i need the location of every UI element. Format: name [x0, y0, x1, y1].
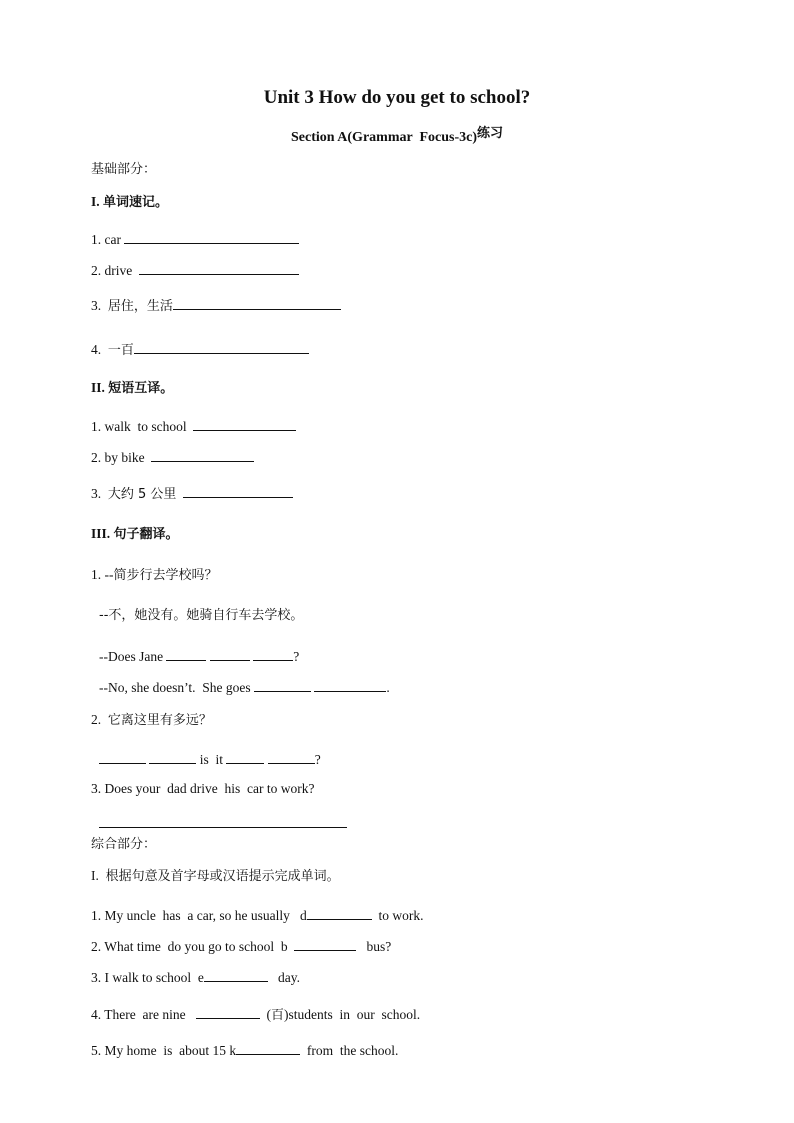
answer-blank[interactable] [196, 1004, 260, 1019]
answer-blank[interactable] [173, 295, 341, 310]
section-title: 短语互译。 [108, 381, 174, 396]
section-num: I. [91, 194, 100, 209]
section-num: I. [91, 868, 99, 883]
answer-blank[interactable] [183, 483, 293, 498]
section-heading [91, 379, 173, 398]
section-num: III. [91, 526, 111, 541]
answer-blank[interactable] [166, 646, 206, 661]
answer-blank[interactable] [268, 749, 315, 764]
list-item: 2. by bike [91, 447, 254, 467]
comprehensive-section-label: 综合部分： [91, 837, 157, 852]
answer-blank[interactable] [210, 646, 250, 661]
list-item: 2. drive [91, 260, 299, 280]
section-heading [91, 193, 168, 212]
page-title: Unit 3 How do you get to school? [263, 87, 531, 108]
section-title: 根据句意及首字母或汉语提示完成单词。 [105, 869, 340, 884]
list-item: 4. 一百 [91, 339, 309, 360]
answer-blank[interactable] [99, 813, 347, 828]
answer-blank[interactable] [99, 749, 146, 764]
list-item: --No, she doesn’t. She goes . [99, 677, 390, 697]
answer-blank[interactable] [254, 677, 311, 692]
list-item: 2. 它离这里有多远？ [91, 712, 212, 728]
list-item [99, 813, 347, 833]
list-item: 1. My uncle has a car, so he usually d to work. [91, 905, 424, 925]
basic-section-label: 基础部分： [91, 162, 157, 177]
list-item: 2. What time do you go to school b bus? [91, 936, 391, 956]
list-item: 5. My home is about 15 k from the school. [91, 1040, 398, 1060]
section-num: II. [91, 380, 105, 395]
section-title: 句子翻译。 [113, 527, 179, 542]
list-item: 1. walk to school [91, 416, 296, 436]
list-item: 3. 大约 5 公里 [91, 483, 293, 504]
list-item: 1. car [91, 229, 299, 249]
list-item: 3. 居住，生活 [91, 295, 341, 316]
section-title: 单词速记。 [103, 195, 169, 210]
subtitle-cn: 练习 [476, 126, 503, 141]
list-item: is it ? [99, 749, 321, 769]
hint-text: 百 [270, 1008, 284, 1023]
page-subtitle [0, 128, 794, 148]
list-item: 3. Does your dad drive his car to work? [91, 781, 315, 796]
answer-blank[interactable] [193, 416, 296, 431]
answer-blank[interactable] [314, 677, 386, 692]
list-item: --Does Jane ? [99, 646, 299, 666]
answer-blank[interactable] [139, 260, 299, 275]
answer-blank[interactable] [149, 749, 196, 764]
list-item: --不，她没有。她骑自行车去学校。 [99, 608, 304, 623]
list-item: 4. There are nine (百)students in our school. [91, 1004, 420, 1025]
list-item: 3. I walk to school e day. [91, 967, 300, 987]
answer-blank[interactable] [294, 936, 356, 951]
answer-blank[interactable] [124, 229, 299, 244]
subtitle-en: Section A(Grammar Focus-3c) [291, 130, 477, 145]
answer-blank[interactable] [307, 905, 372, 920]
answer-blank[interactable] [151, 447, 254, 462]
answer-blank[interactable] [134, 339, 309, 354]
section-heading [91, 867, 340, 886]
answer-blank[interactable] [204, 967, 268, 982]
answer-blank[interactable] [253, 646, 293, 661]
answer-blank[interactable] [226, 749, 264, 764]
list-item: 1. --简步行去学校吗？ [91, 567, 218, 583]
answer-blank[interactable] [236, 1040, 300, 1055]
section-heading [91, 525, 179, 544]
